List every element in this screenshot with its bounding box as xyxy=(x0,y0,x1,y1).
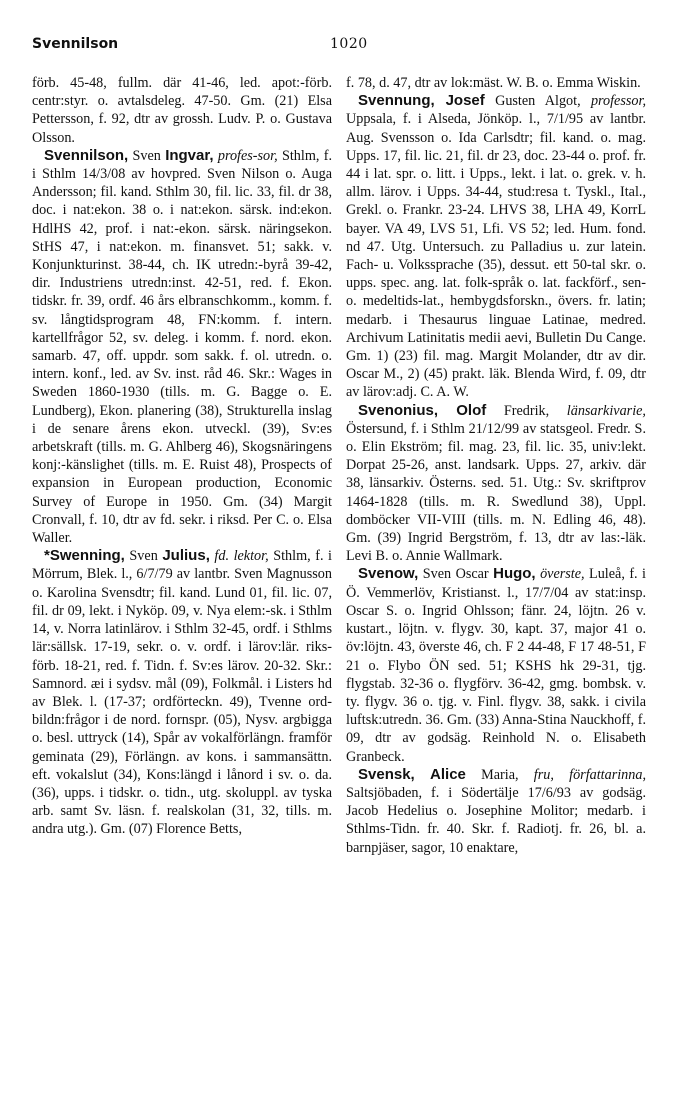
entry-surname: Svennung, xyxy=(358,92,435,110)
entry-given-names: Fredrik, xyxy=(486,402,550,419)
entry-svennung-josef xyxy=(346,92,646,401)
entry-given-names: Gusten Algot, xyxy=(484,93,581,110)
entry-surname: Svennilson, xyxy=(44,146,129,164)
entry-called-name: Alice xyxy=(414,765,466,783)
entry-title: fru, författarinna, xyxy=(533,766,646,783)
entry-given-names: Sven xyxy=(124,548,163,565)
entry-title: profes-sor, xyxy=(217,147,278,164)
entry-svenow-hugo xyxy=(346,565,646,765)
entry-continuation: förb. 45-48, fullm. där 41-46, led. apot:-förb. centr:styr. o. avtalsdeleg. 47-50. Gm. (21) Elsa Pettersson, f. 92, dtr av grossh. Ludv. P. o. Gustava Olsson. xyxy=(32,75,332,146)
entry-title: professor, xyxy=(590,93,646,110)
entry-title: överste, xyxy=(540,566,585,583)
entry-svensk-alice xyxy=(346,766,646,857)
running-head-name: Svennilson xyxy=(32,36,119,52)
entry-surname: Svensk, xyxy=(358,765,415,783)
entry-body: Saltsjöbaden, f. i Södertälje 17/6/93 av godsäg. Jacob Hedelius o. Josephine Molitor; medarb. i Sthlms-Tidn. fr. 40. Skr. f. Radiotj. fr. 26, bl. a. barnpjäser, sagor, 10 enaktare, xyxy=(346,784,646,856)
page-number: 1020 xyxy=(330,36,368,52)
entry-svenonius-olof xyxy=(346,402,646,566)
entry-body: Uppsala, f. i Alseda, Jönköp. l., 7/1/95 av lantbr. Aug. Svensson o. Ida Carlsdtr; fil. kand. o. mag. Upps. 17, fil. lic. 21, fil. dr 23, doc. 23-44 o. prof. fr. 44 i lat. spr. o. litt. i Upps., lekt. i lat. o. grek. v. h. allm. lärov. i Upps. 34-44, stud:resa t. Tyskl., Ital., Grekl. o. Frankr. 23-24. LHVS 38, LHA 49, KorrL bayer. VA 49, LVS 51, Lfi. VS 52; led. Hum. fond. nd 47. Utg. Untersuch. zu Palladius u. zur latein. Fach- u. Volkssprache (35), dessut. ett 50-tal skr. o. upps. spec. ang. lat. folk-språk o. lat. fackförf., sen- o. medeltids-lat., hembygdsforskn., övers. fr. latin; medarb. i Thesaurus linguae Latinae, medred. Archivum Latinitatis medii aevi, Bulletin Du Cange. Gm. 1) (23) fil. mag. Margit Molander, dtr av dir. Oscar M., 2) (45) prakt. läk. Blenda Wird, f. 09, dtr av lärov:adj. C. A. W. xyxy=(346,111,646,401)
right-column xyxy=(346,74,646,857)
entry-called-name: Ingvar, xyxy=(165,146,214,164)
entry-body: Luleå, f. i Ö. Vemmerlöv, Kristianst. l., 17/7/04 av stat:insp. Oscar S. o. Ingrid Ohlsson; fänr. 24, löjtn. 26 v. kustart., löjtn. v. flygv. 30, kapt. 37, major 41 o. öv:löjtn. 43, överste 46, ch. F 2 44-48, F 17 48-51, F 21 o. Flybo ÖN sed. 51; KSHS hk 29-31, tjg. flygstab. 32-36 o. flygförv. 36-42, gmg. bombsk. v. ty. flygv. 36 o. tjg. v. Finl. flygv. 38, sakk. i civila luftsk:utredn. 36. Gm. (33) Anna-Stina Nauckhoff, f. 09, dtr av godsäg. Reinhold N. o. Elisabeth Granbeck. xyxy=(346,566,646,765)
left-column xyxy=(32,74,332,839)
entry-given-names: Sven xyxy=(128,147,166,164)
entry-called-name: Hugo, xyxy=(493,565,536,583)
entry-called-name: Josef xyxy=(434,92,485,110)
running-header xyxy=(32,36,648,60)
entry-title: fd. lektor, xyxy=(214,548,269,565)
entry-surname: *Swenning, xyxy=(44,547,125,565)
entry-swenning-julius xyxy=(32,547,332,838)
entry-body: Sthlm, f. i Mörrum, Blek. l., 6/7/79 av lantbr. Sven Magnusson o. Karolina Svensdtr; fil. kand. Lund 01, fil. lic. 07, fil. dr 09, lekt. i Nyköp. 09, v. Nya elem:-sk. i Sthlm 14, v. Norra latinlärov. i Sthlm 32-45, ordf. i Sthlms lär:sällsk. 17-19, sekr. o. v. ordf. i lärov:lär. riks-förb. 18-21, red. f. Tidn. f. Sv:es lärov. 20-32. Skr.: Samnord. æi i sydsv. mål (09), Folkmål. i Listers hd av Blek. l. (17-37; ordförteckn. 49), Tvenne ord-bildn:frågor i de nord. fornspr. (05), Nysv. argbigga o. besl. uttryck (14), Spår av vokalförlängn. framför geminata (29), Förlängn. av kons. i sammansättn. eft. vokalslut (34), Kons:längd i lånord i sv. o. da. (36), upps. i tidskr. o. tidn., utg. skoluppl. av tyska arb. samt Sv. läsn. f. realskolan (31, 32, tills. m. andra utg.). Gm. (07) Florence Betts, xyxy=(32,548,332,838)
entry-svennilson-ingvar xyxy=(32,147,332,547)
entry-given-names: Maria, xyxy=(465,766,519,783)
entry-title: länsarkivarie, xyxy=(566,402,646,419)
entry-called-name: Olof xyxy=(438,401,487,419)
entry-surname: Svenonius, xyxy=(358,401,439,419)
entry-given-names: Sven Oscar xyxy=(418,566,494,583)
entry-continuation: f. 78, d. 47, dtr av lok:mäst. W. B. o. Emma Wiskin. xyxy=(346,75,641,91)
entry-body: Sthlm, f. i Sthlm 14/3/08 av hovpred. Sven Nilson o. Auga Andersson; fil. kand. Sthlm 30, fil. lic. 33, fil. dr 38, doc. i nat:ekon. 38 o. i nat:ekon. särsk. ind:ekon. HdlHS 42, prof. i nat:-ekon. särsk. näringsekon. StHS 47, i nat:ekon. m. finansvet. 51; sakk. v. Konjunkturinst. 38-44, ch. IK utredn:-byrå 39-42, dir. Industriens utredn:inst. 42-51, red. f. Ekon. tidskr. fr. 39, ordf. 46 års elbranschkomm., komm. f. sv. långtidsprogram 48, FN:komm. f. intern. kartellfrågor 52, sv. deleg. i komm. f. nord. ekon. samarb. 47, off. uppdr. som sakk. f. ol. utredn. o. intern. konf., led. av Sv. inst. råd 46. Skr.: Wages in Sweden 1860-1930 (tills. m. G. Bagge o. E. Lundberg), Ekon. planering (38), Strukturella inslag i de senare årens ekon. utveckl. (39), Sv:es arbetskraft (tills. m. G. Ahlberg 46), Skogsnäringens konj:-känslighet (tills. m. E. Ruist 48), Prospects of expansion in European production, Economic Survey of Europe in 1950. Gm. (34) Margit Cronvall, f. 10, dtr av fd. sekr. i riksd. Per C. o. Elsa Waller. xyxy=(32,147,332,547)
entry-surname: Svenow, xyxy=(358,565,419,583)
entry-body: Östersund, f. i Sthlm 21/12/99 av statsgeol. Fredr. S. o. Elin Ekström; fil. mag. 23, fil. lic. 35, univ:lekt. Dorpat 25-26, anst. landsark. Upps. 27, arkiv. där 38, länsarkiv. Österns. sed. 51. Utg.: Sv. skriftprov 1464-1828 (tills. m. R. Swedlund 38), Uppl. domböcker VII-VIII (tills. m. N. Edling 46, 48). Gm. (39) Ingrid Bergström, f. 13, dtr av las:-läk. Levi B. o. Annie Wallmark. xyxy=(346,420,646,565)
entry-called-name: Julius, xyxy=(162,547,210,565)
